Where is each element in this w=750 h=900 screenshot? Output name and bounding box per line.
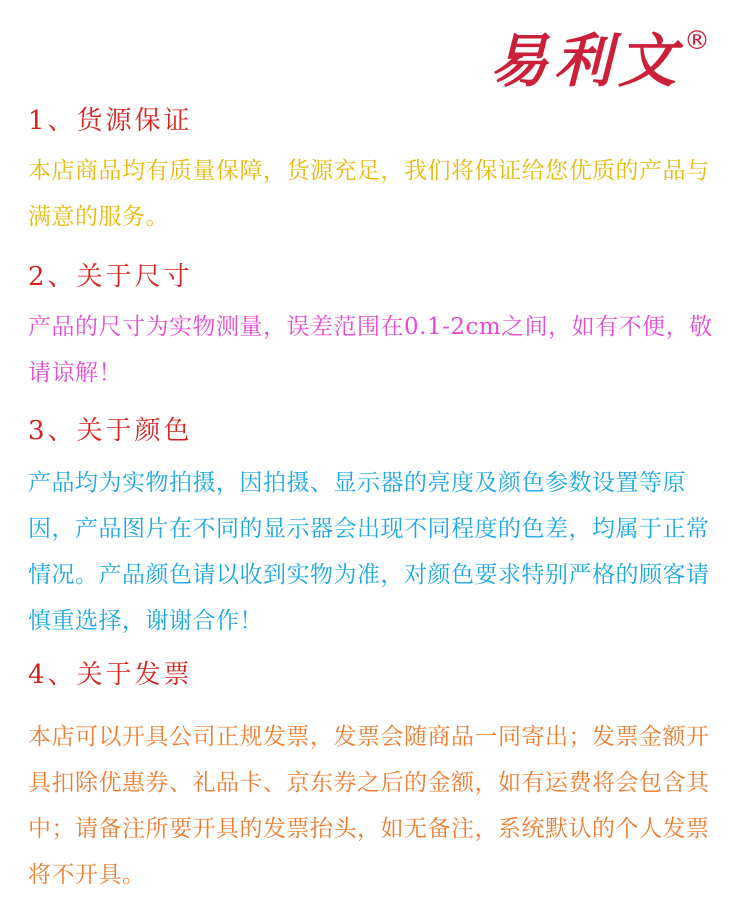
section-body-size: 产品的尺寸为实物测量，误差范围在0.1-2cm之间，如有不便，敬请谅解！ xyxy=(28,314,713,386)
brand-name: 易利文 xyxy=(490,27,683,95)
section-heading-sourcing: 1、货源保证 xyxy=(28,106,193,136)
section-body-color: 产品均为实物拍摄，因拍摄、显示器的亮度及颜色参数设置等原因，产品图片在不同的显示器会出现不同程度的色差，均属于正常情况。产品颜色请以收到实物为准，对颜色要求特别严格的顾客请慎重选择，谢谢合作！ xyxy=(28,470,710,634)
section-body-sourcing: 本店商品均有质量保障，货源充足，我们将保证给您优质的产品与满意的服务。 xyxy=(28,158,710,230)
brand-logo xyxy=(490,26,710,106)
section-heading-invoice: 4、关于发票 xyxy=(28,660,193,690)
section-heading-color: 3、关于颜色 xyxy=(28,416,193,446)
section-heading-size: 2、关于尺寸 xyxy=(28,262,193,292)
registered-mark: ® xyxy=(684,26,711,56)
section-body-invoice: 本店可以开具公司正规发票，发票会随商品一同寄出；发票金额开具扣除优惠券、礼品卡、京东券之后的金额，如有运费将会包含其中；请备注所要开具的发票抬头，如无备注，系统默认的个人发票将不开具。 xyxy=(28,724,710,888)
